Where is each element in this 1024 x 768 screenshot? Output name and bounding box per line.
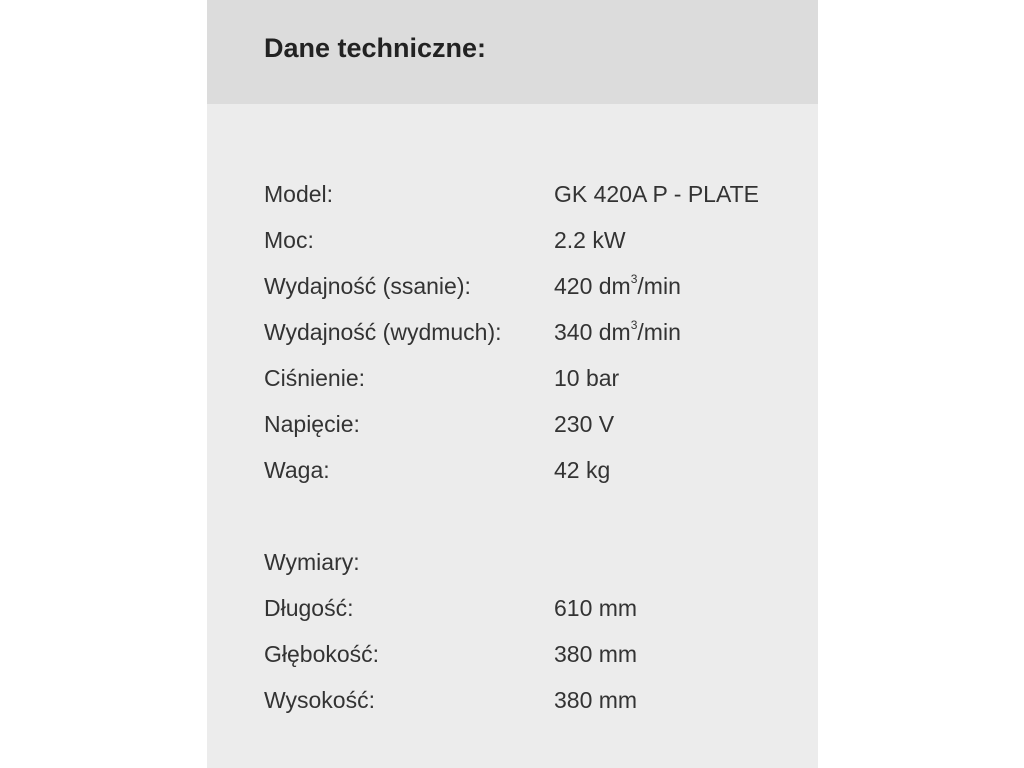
spec-label: Moc: <box>264 227 314 253</box>
spec-value: GK 420A P - PLATE <box>554 181 759 207</box>
dimensions-heading: Wymiary: <box>264 549 360 575</box>
spec-row-pressure <box>264 365 804 395</box>
spec-row-depth <box>264 641 804 671</box>
page-title: Dane techniczne: <box>264 33 487 63</box>
spec-value: 230 V <box>554 411 615 437</box>
spec-value: 340 $dm^3/\min$ <box>554 318 681 345</box>
spec-value: 380 mm <box>554 641 638 667</box>
spec-value: 610 mm <box>554 595 638 621</box>
panel-header <box>207 0 818 104</box>
spec-label: Model: <box>264 181 334 207</box>
spec-row-blow-capacity <box>264 319 804 349</box>
spec-row-power <box>264 227 804 257</box>
spec-value: 420 $dm^3/\min$ <box>554 272 681 299</box>
spec-row-model <box>264 181 804 211</box>
spec-row-height <box>264 687 804 717</box>
spec-value: 10 bar <box>554 365 620 391</box>
spec-row-weight <box>264 457 804 487</box>
spec-label: Głębokość: <box>264 641 380 667</box>
spec-label: Wydajność (ssanie): <box>264 273 471 299</box>
spec-row-voltage <box>264 411 804 441</box>
spec-value: 380 mm <box>554 687 638 713</box>
spec-label: Ciśnienie: <box>264 365 365 391</box>
spec-label: Wysokość: <box>264 687 375 713</box>
technical-data-panel <box>207 0 818 768</box>
spec-label: Waga: <box>264 457 330 483</box>
spec-row-suction-capacity <box>264 273 804 303</box>
spec-value: 42 kg <box>554 457 611 483</box>
spec-label: Wydajność (wydmuch): <box>264 319 502 345</box>
spec-label: Długość: <box>264 595 354 621</box>
spec-label: Napięcie: <box>264 411 360 437</box>
spec-value: 2.2 kW <box>554 227 626 253</box>
spec-row-length <box>264 595 804 625</box>
